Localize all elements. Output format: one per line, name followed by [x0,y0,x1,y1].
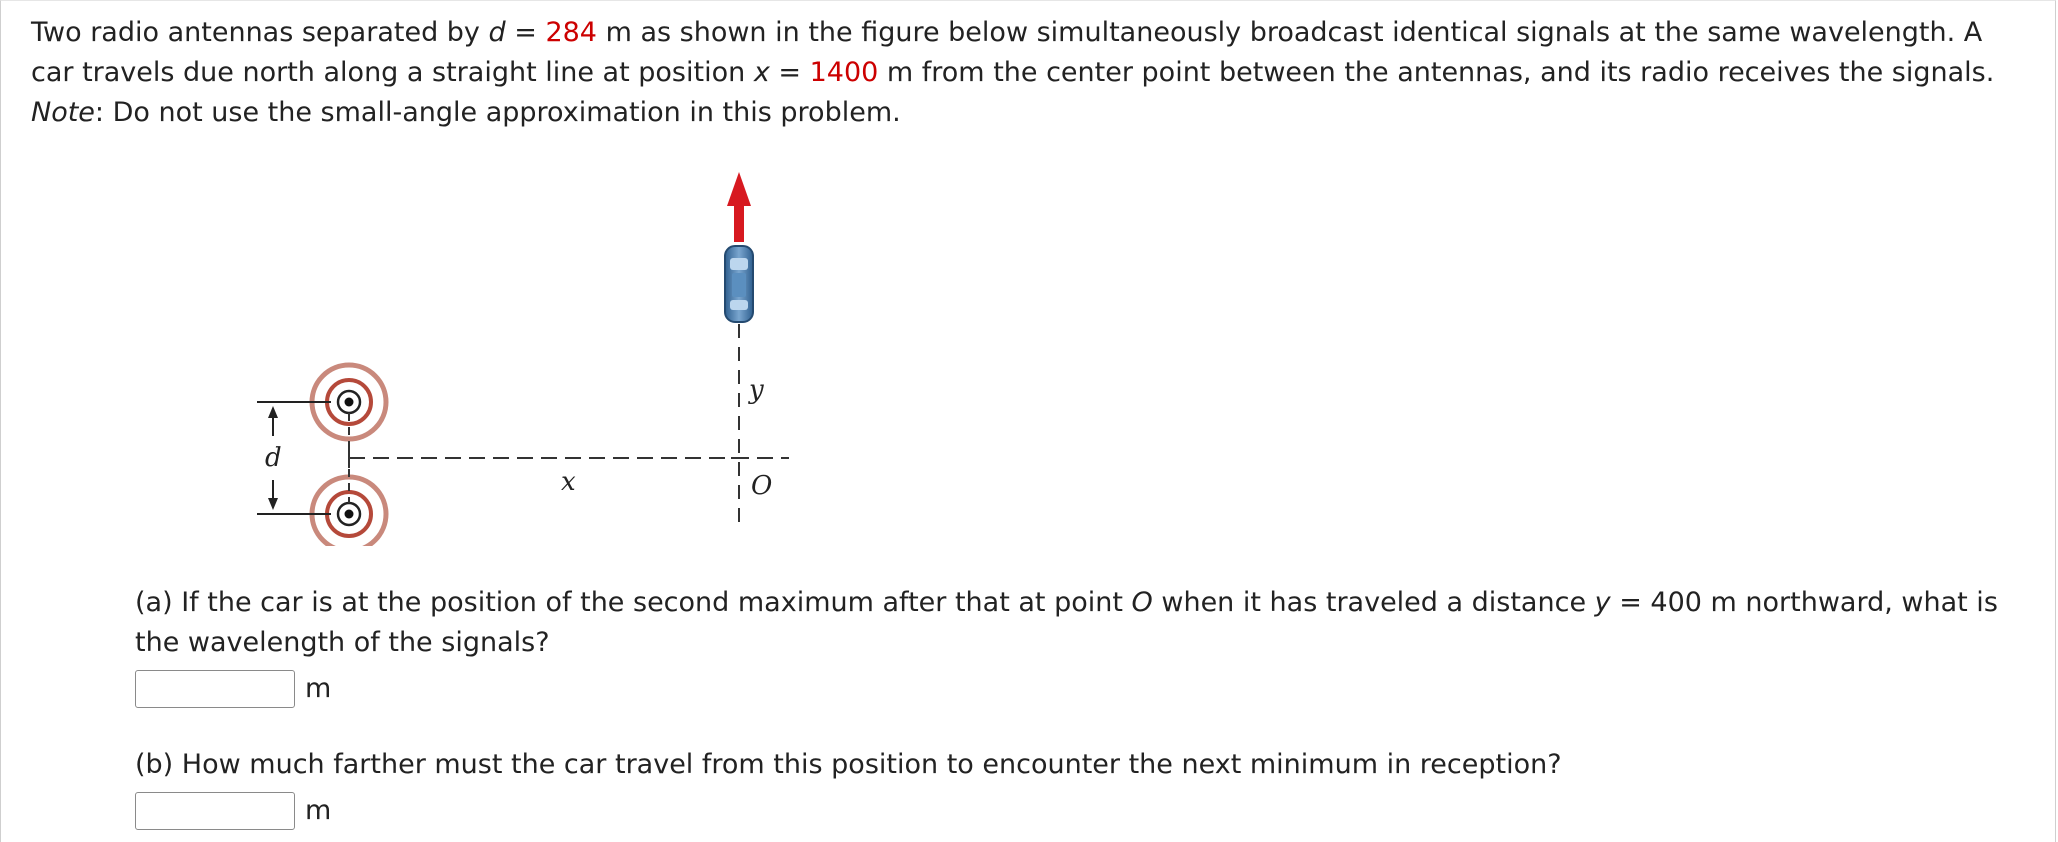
unit-a: m [305,673,332,704]
problem-statement [31,13,2031,133]
qa-text-1: (a) If the car is at the position of the second maximum after that at point [135,587,1132,618]
unit-b: m [305,795,332,826]
d-value: 284 [545,17,597,48]
intro-text-5: m from the center point between the antennas, and its radio receives the signals. [878,57,1995,88]
north-arrow-icon [727,172,751,242]
note-label: Note [31,97,95,128]
question-b [135,745,2025,833]
answer-input-a[interactable] [135,670,295,708]
answer-input-b[interactable] [135,792,295,830]
antenna-figure [241,166,841,546]
label-O: O [751,471,773,501]
label-y: y [749,375,764,405]
intro-text-1: Two radio antennas separated by [31,17,489,48]
label-x: x [561,467,576,497]
answer-row-a [135,667,2025,711]
intro-text-6: : Do not use the small-angle approximation in this problem. [94,97,901,128]
d-variable: d [488,17,506,48]
x-value: 1400 [809,57,879,88]
answer-row-b [135,789,2025,833]
intro-text-4: = [769,57,810,88]
question-a [135,583,2025,711]
qa-text-2: when it has traveled a distance [1152,587,1595,618]
question-b-text: (b) How much farther must the car travel from this position to encounter the next minimum in reception? [135,749,1562,780]
qa-y-variable: y [1594,587,1611,618]
car-icon [725,246,753,322]
question-a-text [135,583,2025,663]
label-d: d [265,443,282,473]
intro-text-2: = [505,17,546,48]
qa-o-variable: O [1131,587,1153,618]
x-variable: x [753,57,770,88]
intro-text-3: m as shown in the figure below simultaneously broadcast identical signals at the same wavelength. A car travels due north along a straight line at position [31,17,1983,88]
qa-text-3: = 400 m northward, what is the wavelength of the signals? [135,587,1998,658]
